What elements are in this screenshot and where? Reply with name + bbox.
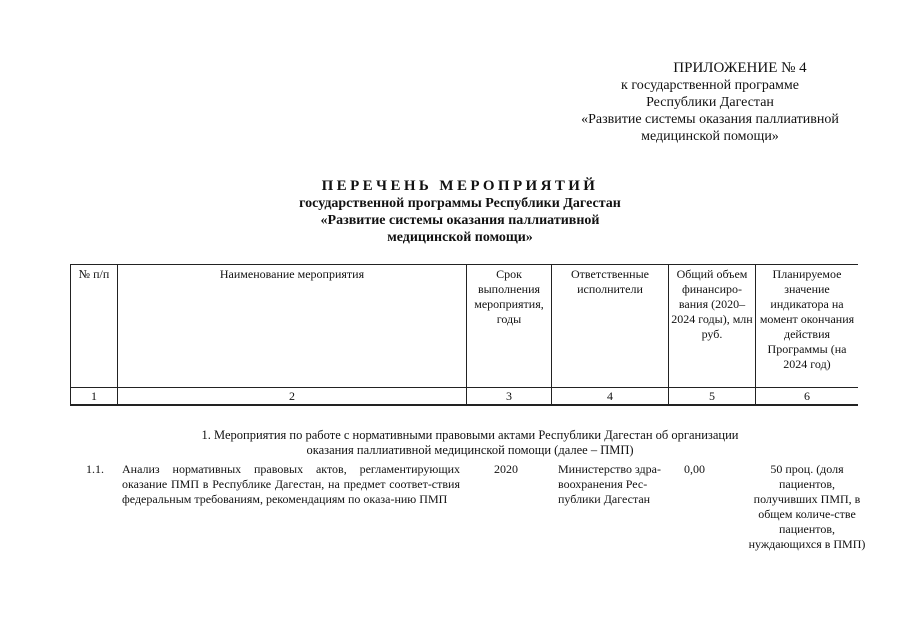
column-number: 1 xyxy=(71,388,118,406)
section-heading-line: 1. Мероприятия по работе с нормативными правовыми актами Республики Дагестан об организации xyxy=(201,428,739,442)
column-number: 5 xyxy=(669,388,756,406)
column-number-row xyxy=(71,388,859,406)
row-term: 2020 xyxy=(494,462,518,476)
row-funding: 0,00 xyxy=(684,462,705,476)
appendix-line: к государственной программе xyxy=(621,78,799,93)
appendix-line: Республики Дагестан xyxy=(646,95,774,110)
column-number: 2 xyxy=(118,388,467,406)
column-number: 4 xyxy=(552,388,669,406)
document-subtitle: «Развитие системы оказания паллиативной xyxy=(320,213,600,228)
document-title-block xyxy=(160,178,760,246)
header-number: № п/п xyxy=(71,265,118,388)
appendix-header xyxy=(540,60,880,145)
document-subtitle: медицинской помощи» xyxy=(387,230,533,245)
header-name: Наименование мероприятия xyxy=(118,265,467,388)
document-subtitle: государственной программы Республики Дагестан xyxy=(299,196,621,211)
column-number: 3 xyxy=(467,388,552,406)
activities-table xyxy=(70,264,858,406)
appendix-title: ПРИЛОЖЕНИЕ № 4 xyxy=(673,60,807,76)
row-activity-name: Анализ нормативных правовых актов, регламентирующих оказание ПМП в Республике Дагестан, на предмет соответ-ствия федеральным требованиям, рекомендациям по оказа-нию ПМП xyxy=(122,462,460,506)
appendix-line: медицинской помощи» xyxy=(641,129,779,144)
row-executor: Министерство здра-воохранения Рес-публики Дагестан xyxy=(558,462,661,506)
row-indicator: 50 проц. (доля пациентов, получивших ПМП, в общем количе-стве пациентов, нуждающихся в ПМП) xyxy=(748,462,866,551)
header-funding: Общий объем финансиро-вания (2020–2024 годы), млн руб. xyxy=(669,265,756,388)
appendix-line: «Развитие системы оказания паллиативной xyxy=(581,112,839,127)
document-title: ПЕРЕЧЕНЬ МЕРОПРИЯТИЙ xyxy=(321,178,599,194)
header-indicator: Планируемое значение индикатора на момент окончания действия Программы (на 2024 год) xyxy=(756,265,859,388)
header-executor: Ответственные исполнители xyxy=(552,265,669,388)
section-heading xyxy=(150,428,790,458)
header-term: Срок выполнения мероприятия, годы xyxy=(467,265,552,388)
column-number: 6 xyxy=(756,388,859,406)
section-heading-line: оказания паллиативной медицинской помощи (далее – ПМП) xyxy=(306,443,634,457)
row-number: 1.1. xyxy=(86,462,104,476)
table-header-row xyxy=(71,265,859,388)
